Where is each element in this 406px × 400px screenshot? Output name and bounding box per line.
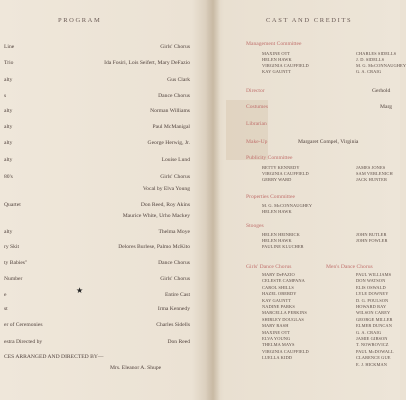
- chorus-member: JAMIE GIBSON: [356, 336, 388, 341]
- program-act-title: alty: [4, 77, 13, 83]
- program-act-performer: Gus Clark: [167, 77, 190, 83]
- committee-member: GERRY WARD: [262, 177, 292, 182]
- program-act-title: alty: [4, 140, 13, 146]
- program-act-title: Quartet: [4, 202, 21, 208]
- chorus-member: HOWARD RAY: [356, 304, 387, 309]
- chorus-member: PAUL McDOWALL: [356, 348, 394, 354]
- stooge-member: HELEN HAWK: [262, 238, 292, 243]
- program-footer-name: Mrs. Eleanor A. Shupe: [110, 365, 162, 371]
- librarian-label: Librarian: [246, 121, 267, 127]
- committee-member: CHARLES SIDELLS: [356, 51, 397, 56]
- chorus-member: GEORGE MILLER: [356, 316, 393, 322]
- chorus-member: KAY GAUNTT: [262, 297, 292, 303]
- program-act-performer: Girls' Chorus: [160, 276, 190, 282]
- director-label: Director: [246, 88, 265, 94]
- director-value: Gerhold: [372, 88, 391, 94]
- program-act-title: alty: [4, 157, 13, 163]
- credit-role: st: [4, 306, 8, 312]
- makeup-label: Make-Up: [246, 139, 268, 145]
- chorus-member: MARY DeFAZIO: [262, 272, 295, 277]
- committee-member: G. A. CRAIG: [356, 69, 382, 74]
- chorus-member: THELMA MAYS: [262, 342, 295, 348]
- chorus-member: LYLE DOWNEY: [356, 291, 389, 297]
- program-footer-line: CES ARRANGED AND DIRECTED BY—: [4, 354, 104, 360]
- program-heading: PROGRAM: [58, 17, 102, 24]
- committee-member: VIRGINIA CAUFFIELD: [262, 63, 309, 68]
- stooges-label: Stooges: [246, 223, 264, 229]
- properties-label: Properties Committee: [246, 194, 295, 200]
- credit-name: Don Reed: [167, 339, 190, 345]
- program-act-title: Number: [4, 276, 23, 282]
- stooge-member: JOHN BUTLER: [356, 232, 387, 237]
- chorus-member: MARY RASH: [262, 323, 289, 329]
- program-act-performer: Girls' Chorus: [160, 174, 190, 180]
- program-act-title: ty Babies": [4, 260, 28, 266]
- committee-member: M. G. McCONNAUGHEY: [356, 63, 406, 68]
- program-act-performer: Don Reed, Roy Akins: [140, 202, 190, 208]
- committee-member: J. D. SIDELLS: [356, 57, 385, 62]
- cast-heading: CAST AND CREDITS: [266, 17, 353, 24]
- committee-member: MAXINE OTT: [262, 51, 291, 56]
- committee-member: M. G. McCONNAUGHEY: [262, 203, 313, 208]
- girls-chorus-label: Girls' Dance Chorus: [246, 264, 292, 270]
- publicity-label: Publicity Committee: [246, 155, 293, 161]
- committee-member: KAY GAUNTT: [262, 69, 292, 74]
- program-act-performer: Girls' Chorus: [160, 44, 190, 50]
- chorus-member: LUELLA KIDD: [262, 355, 292, 361]
- program-act-performer: Thelma Moye: [158, 229, 190, 235]
- chorus-member: WILSON CAREY: [356, 310, 391, 316]
- chorus-member: SHIRLEY DOUGLAS: [262, 316, 304, 322]
- mens-chorus-label: Men's Dance Chorus: [326, 264, 373, 270]
- chorus-member: ELVA YOUNG: [262, 336, 291, 341]
- chorus-member: E. J. HICKMAN: [356, 361, 388, 367]
- credit-name: Charles Sidells: [156, 322, 190, 328]
- program-act-title: alty: [4, 124, 13, 130]
- program-act-title: alty: [4, 229, 13, 235]
- committee-member: JAMES JONES: [356, 165, 386, 170]
- committee-member: HELEN HAWK: [262, 57, 292, 62]
- makeup-value: Margaret Compel, Virginia: [298, 139, 359, 145]
- chorus-member: NADINE PARKS: [262, 304, 295, 309]
- chorus-member: ELIS OSWALD: [356, 284, 386, 290]
- program-act-performer: Entire Cast: [164, 292, 190, 298]
- committee-member: JACK HUNTER: [356, 177, 387, 182]
- credit-role: estra Directed by: [4, 339, 43, 345]
- committee-member: HELEN HAWK: [262, 209, 292, 214]
- center-fold: [206, 0, 220, 400]
- program-act-title: alty: [4, 108, 13, 114]
- chorus-member: ELMER DUNCAN: [356, 323, 392, 329]
- stooge-member: JOHN FOWLER: [356, 238, 388, 243]
- credit-role: er of Ceremonies: [4, 322, 43, 328]
- chorus-member: T. NOWROVICZ: [356, 342, 389, 348]
- star-ornament: ★: [76, 286, 84, 295]
- costumes-label: Costumes: [246, 104, 269, 110]
- committee-member: SAM VERLENICH: [356, 171, 393, 176]
- chorus-member: D. G. POULSON: [356, 297, 389, 303]
- chorus-member: VIRGINIA CAUFFIELD: [262, 348, 309, 354]
- stooge-member: PAULINE KLUCHER: [262, 244, 304, 249]
- costumes-value: Marg: [380, 104, 393, 110]
- program-act-performer: Ida Fosiri, Lois Seifert, Mary DeFazio: [104, 60, 190, 66]
- chorus-member: DON WATSON: [356, 278, 386, 284]
- chorus-member: G. A. CRAIG: [356, 329, 382, 335]
- program-act-performer: Norman Williams: [150, 108, 190, 114]
- program-act-performer: Maurice White, Urho Mackey: [122, 213, 190, 219]
- program-act-title: Trio: [4, 60, 14, 66]
- program-act-performer: Vocal by Elva Young: [142, 186, 190, 192]
- chorus-member: HAZEL OBERDY: [262, 291, 297, 297]
- chorus-member: CELESTE CAMPANA: [262, 278, 305, 284]
- stooge-member: HELEN HEINRICK: [262, 232, 300, 237]
- chorus-member: MAXINE OTT: [262, 329, 291, 335]
- program-act-performer: Louise Lund: [161, 157, 190, 163]
- chorus-member: CAROL SHILLS: [262, 284, 294, 290]
- credit-name: Irma Kennedy: [157, 306, 190, 312]
- program-act-title: Line: [4, 44, 15, 50]
- program-act-title: 80's: [4, 174, 13, 180]
- chorus-member: MARCELLA PERKINS: [262, 310, 307, 316]
- program-act-title: s: [4, 93, 7, 99]
- chorus-member: CLARENCE GUE: [356, 355, 391, 361]
- committee-member: BETTY KENNEDY: [262, 165, 300, 170]
- program-act-performer: Dance Chorus: [158, 93, 190, 99]
- program-act-title: ry Skit: [4, 244, 20, 250]
- program-act-performer: Delores Burlese, Palmo McKito: [118, 244, 190, 250]
- program-act-performer: Dance Chorus: [158, 260, 190, 266]
- committee-member: VIRGINIA CAUFFIELD: [262, 171, 309, 176]
- program-act-performer: George Herwig, Jr.: [147, 140, 190, 146]
- program-act-performer: Paul McManigal: [152, 124, 190, 130]
- management-label: Management Committee: [246, 41, 302, 47]
- chorus-member: PAUL WILLIAMS: [356, 272, 392, 277]
- program-act-title: e: [4, 292, 7, 298]
